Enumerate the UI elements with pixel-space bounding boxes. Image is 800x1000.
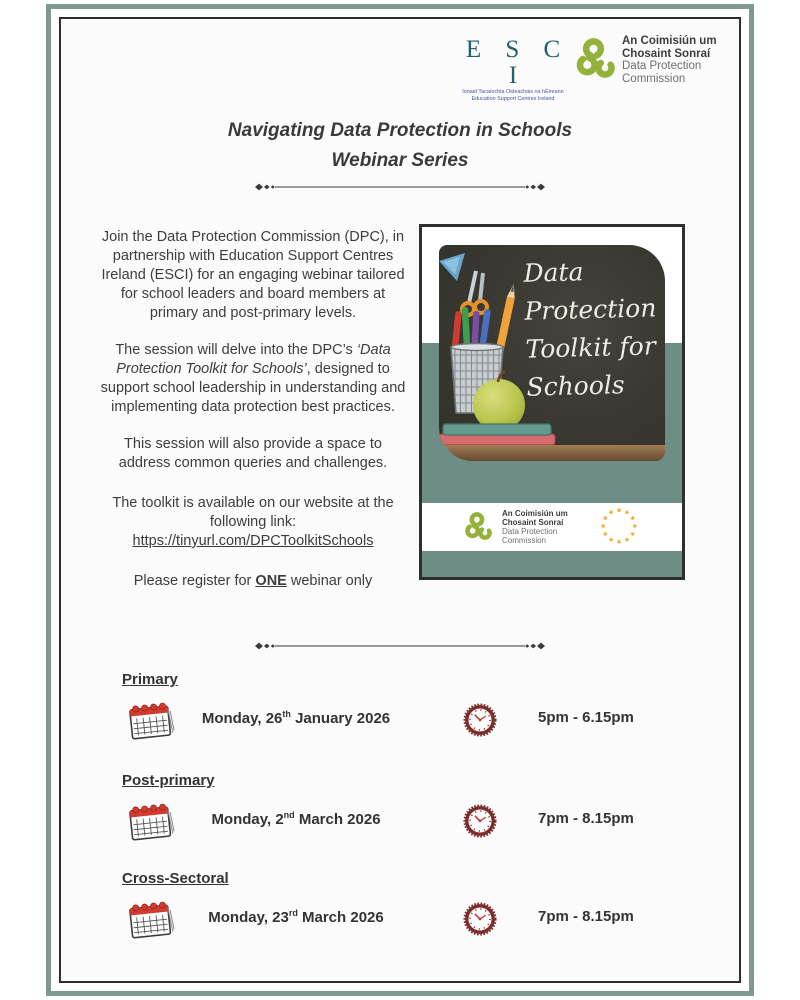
dpc-name-irish-2: Chosaint Sonraí bbox=[622, 47, 711, 60]
dpc-name-english-1: Data Protection bbox=[622, 60, 702, 72]
dpc-logo bbox=[575, 33, 717, 88]
date-ordinal: th bbox=[282, 709, 291, 719]
register-pre: Please register for bbox=[133, 573, 256, 589]
session-time: 7pm - 8.15pm bbox=[538, 908, 634, 925]
session-time: 5pm - 6.15pm bbox=[538, 709, 634, 726]
date-month-year: January 2026 bbox=[290, 710, 391, 727]
intro-paragraph-1: Join the Data Protection Commission (DPC), in partnership with Education Support Centres Ireland (ESCI) for an engaging webinar tailored for school leaders and board members at primary and post-primary levels. bbox=[101, 229, 405, 321]
toolkit-cover-image bbox=[419, 224, 685, 580]
chalk-line-2: Protection bbox=[524, 293, 657, 326]
title-line-2: Webinar Series bbox=[331, 150, 469, 171]
date-month-year: March 2026 bbox=[294, 811, 381, 828]
cover-dpc-text bbox=[502, 509, 568, 545]
esci-acronym: E S C I bbox=[465, 36, 570, 89]
date-month-year: March 2026 bbox=[297, 909, 384, 926]
session-category: Cross-Sectoral bbox=[122, 870, 229, 887]
flyer-content bbox=[61, 19, 739, 981]
cover-dpc-line4: Commission bbox=[502, 536, 547, 545]
intro-p4-text: The toolkit is available on our website at the following link: bbox=[112, 495, 394, 530]
chalk-line-3: Toolkit for bbox=[525, 331, 657, 364]
register-note bbox=[97, 572, 409, 591]
register-one-emphasis: ONE bbox=[255, 573, 287, 589]
page-outer-frame bbox=[46, 4, 754, 996]
date-ordinal: nd bbox=[283, 810, 295, 820]
dpc-swirl-icon bbox=[464, 510, 492, 547]
cover-dpc-line1: An Coimisiún um bbox=[502, 509, 568, 518]
esci-subtitle-irish: Ionaid Tacaíochta Oideachais na hÉireann bbox=[462, 89, 564, 95]
chalkboard-tray bbox=[439, 445, 665, 461]
cover-chalk-title bbox=[523, 251, 659, 406]
dpc-name-english-2: Commission bbox=[622, 72, 686, 85]
intro-p2-pre: The session will delve into the DPC’s bbox=[115, 342, 357, 358]
diamond-rule-divider bbox=[255, 179, 545, 189]
cover-dpc-line2: Chosaint Sonraí bbox=[502, 518, 564, 527]
session-category: Primary bbox=[122, 671, 178, 688]
intro-text-column bbox=[97, 228, 409, 609]
clock-icon bbox=[463, 804, 497, 843]
esci-logo bbox=[451, 37, 575, 103]
session-time: 7pm - 8.15pm bbox=[538, 810, 634, 827]
session-row-post-primary bbox=[61, 772, 739, 872]
cover-logo-band bbox=[422, 503, 682, 551]
toolkit-name-italic: ‘Data Protection Toolkit for Schools’ bbox=[116, 342, 391, 377]
dpc-swirl-icon bbox=[575, 33, 615, 88]
star-ring-icon bbox=[598, 505, 640, 552]
session-date bbox=[156, 810, 436, 828]
intro-paragraph-3: This session will also provide a space to address common queries and challenges. bbox=[118, 436, 388, 471]
clock-icon bbox=[463, 703, 497, 742]
diamond-rule-divider bbox=[255, 638, 545, 648]
session-row-primary bbox=[61, 671, 739, 771]
title-line-1: Navigating Data Protection in Schools bbox=[227, 120, 573, 141]
page-inner-frame bbox=[59, 17, 741, 983]
date-ordinal: rd bbox=[288, 908, 298, 918]
dpc-name-irish-1: An Coimisiún um bbox=[622, 35, 717, 47]
session-date bbox=[156, 908, 436, 926]
page-title bbox=[61, 116, 739, 176]
clock-icon bbox=[463, 902, 497, 941]
chalk-line-4: Schools bbox=[526, 370, 626, 402]
date-day: Monday, 26 bbox=[201, 710, 283, 727]
dpc-logo-text bbox=[622, 33, 717, 85]
date-day: Monday, 23 bbox=[208, 909, 289, 926]
session-date bbox=[156, 709, 436, 727]
intro-p2-post: , designed to support school leadership in understanding and implementing data protection best practices. bbox=[100, 361, 406, 415]
chalk-line-1: Data bbox=[523, 257, 584, 288]
intro-paragraph-4 bbox=[97, 494, 409, 551]
register-post: webinar only bbox=[286, 573, 373, 589]
esci-subtitle-english: Education Support Centres Ireland bbox=[471, 96, 555, 102]
cover-dpc-line3: Data Protection bbox=[502, 527, 558, 536]
date-day: Monday, 2 bbox=[211, 811, 284, 828]
session-category: Post-primary bbox=[122, 772, 215, 789]
cover-chalkboard bbox=[439, 245, 665, 461]
session-row-cross-sectoral bbox=[61, 870, 739, 970]
cover-teal-footer bbox=[422, 551, 682, 577]
toolkit-link[interactable]: https://tinyurl.com/DPCToolkitSchools bbox=[132, 533, 374, 549]
intro-paragraph-2 bbox=[97, 341, 409, 417]
